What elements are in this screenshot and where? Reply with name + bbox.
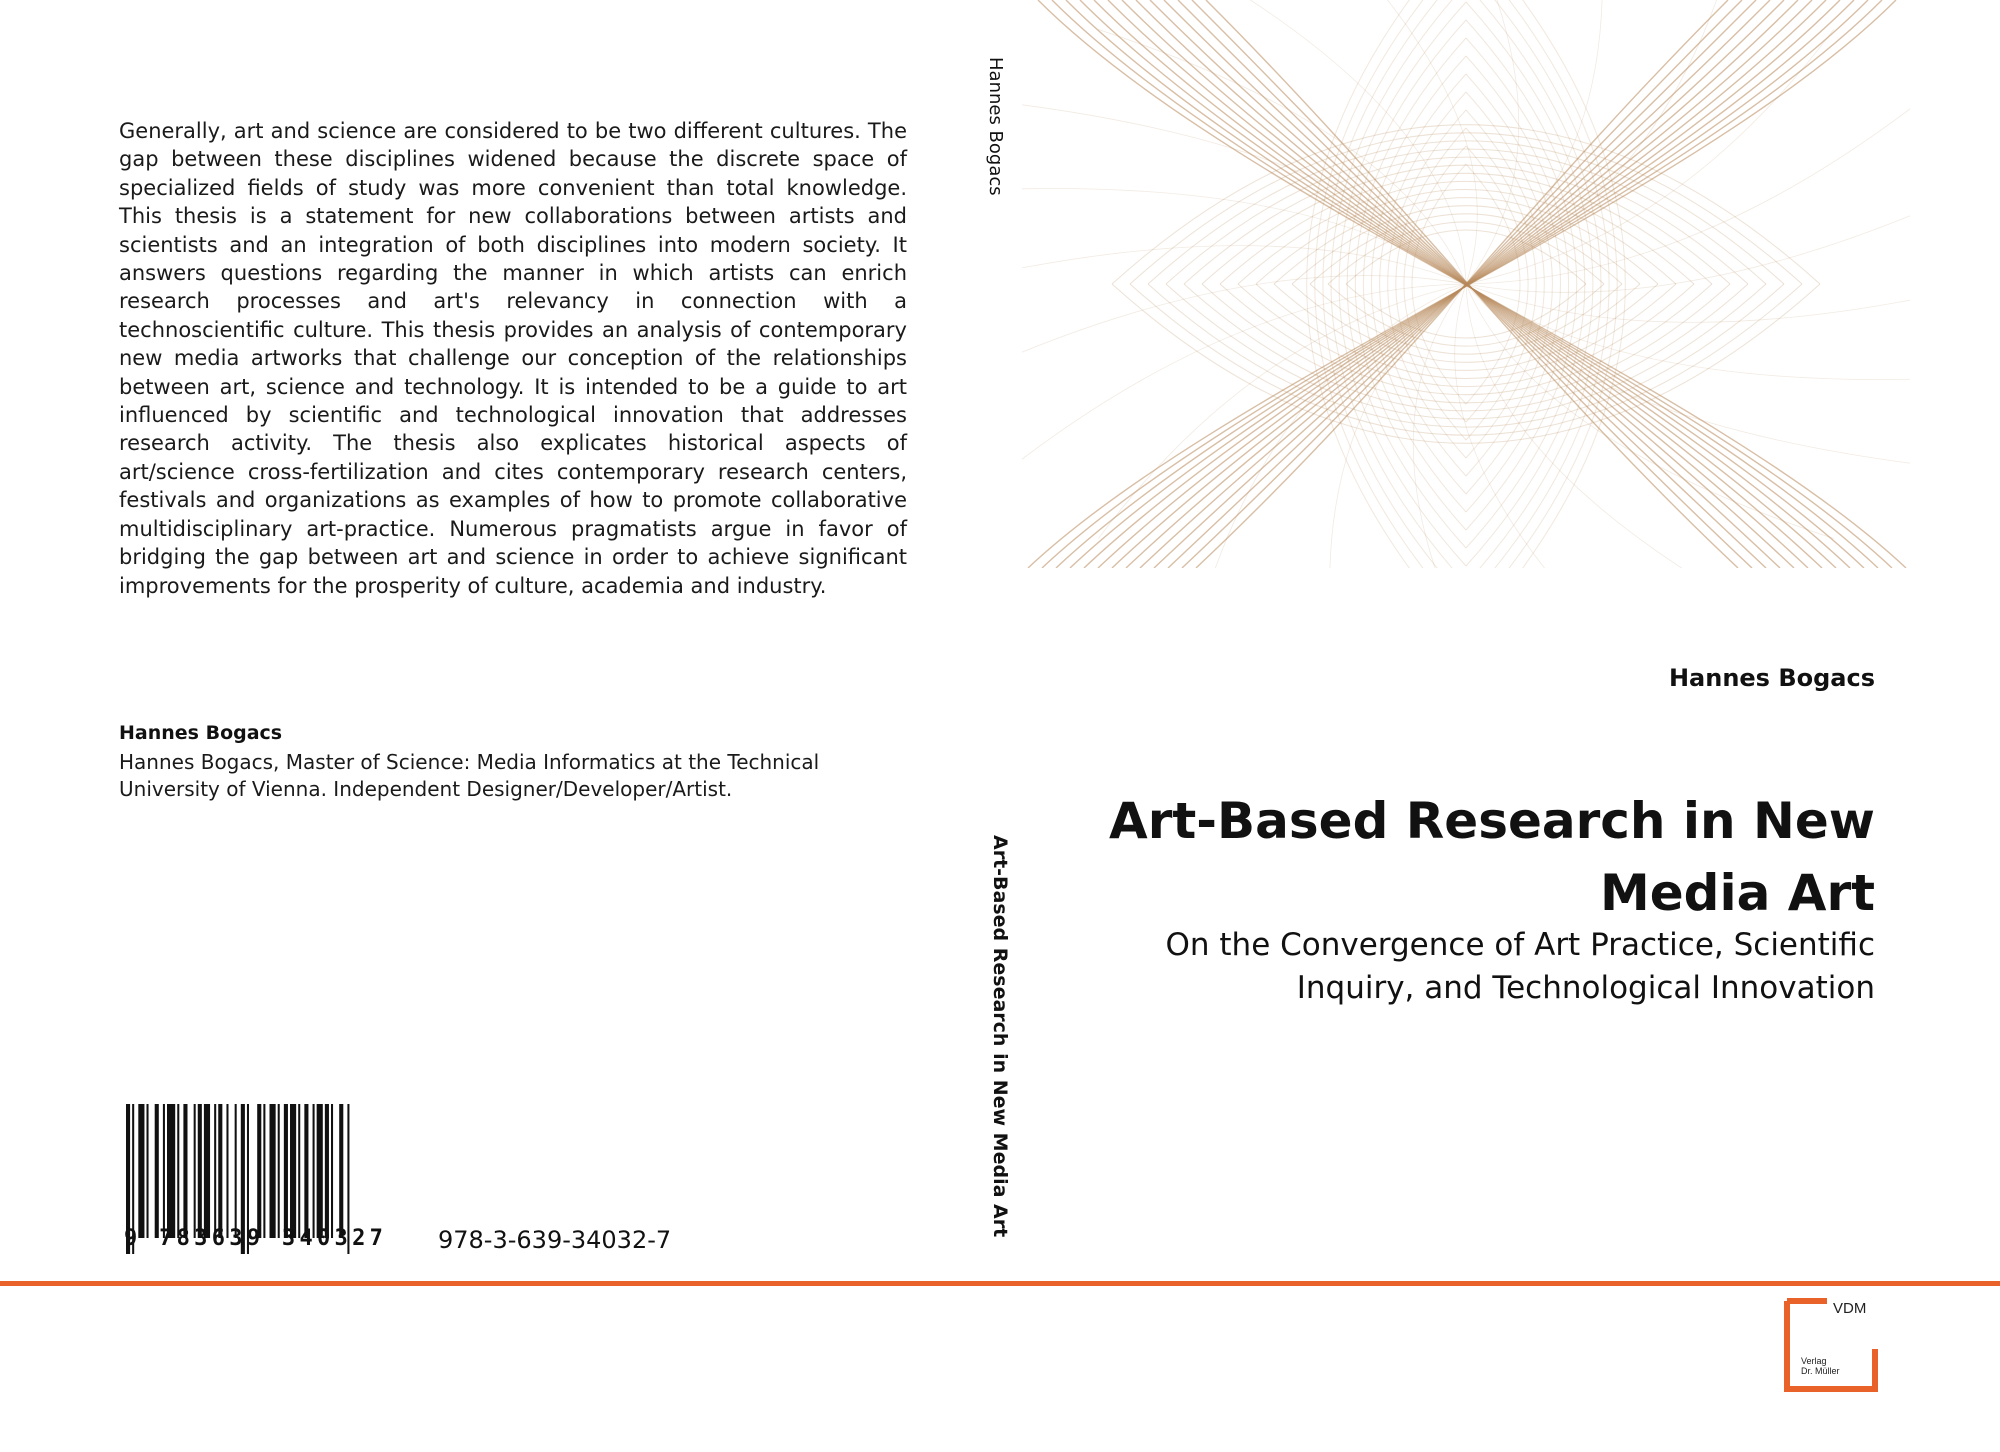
author-bio-name: Hannes Bogacs — [119, 722, 283, 744]
barcode-bar — [138, 1104, 144, 1238]
artwork-stroke — [1166, 284, 1766, 419]
artwork-stroke — [1130, 284, 1802, 435]
cover-artwork-image — [1022, 0, 1910, 568]
publisher-logo — [1783, 1297, 1879, 1393]
spine-author: Hannes Bogacs — [985, 57, 1006, 196]
barcode-bar — [263, 1104, 265, 1238]
barcode-bar — [226, 1104, 228, 1238]
book-title-line-1: Art-Based Research in New — [1109, 792, 1875, 850]
front-author: Hannes Bogacs — [1668, 664, 1875, 692]
publisher-name: VDM — [1833, 1300, 1867, 1317]
book-title — [975, 785, 1875, 929]
artwork-stroke — [1466, 74, 1561, 494]
artwork-stroke — [1323, 0, 1466, 568]
artwork-stroke — [1202, 284, 1730, 403]
barcode-bar — [257, 1104, 261, 1238]
barcode-bar — [147, 1104, 149, 1238]
barcode-bar — [313, 1104, 315, 1238]
artwork-stroke — [1466, 191, 1910, 293]
artwork-stroke — [1339, 2, 1466, 566]
barcode-bar — [304, 1104, 308, 1238]
orange-divider-rule — [0, 1281, 2000, 1286]
barcode-bar — [194, 1104, 196, 1238]
artwork-stroke — [1363, 56, 1466, 512]
artwork-stroke — [1238, 284, 1694, 387]
artwork-stroke — [1292, 284, 1640, 362]
artwork-stroke — [1372, 74, 1467, 494]
barcode-bar — [204, 1104, 210, 1238]
barcode-bar — [155, 1104, 159, 1238]
artwork-stroke — [1331, 0, 1477, 284]
book-subtitle-line-2: Inquiry, and Technological Innovation — [1296, 970, 1875, 1006]
barcode-bar — [325, 1104, 329, 1238]
book-subtitle-line-1: On the Convergence of Art Practice, Scientific — [1165, 927, 1875, 963]
barcode-bar — [167, 1104, 175, 1238]
barcode-bar — [270, 1104, 276, 1238]
artwork-stroke — [1466, 20, 1585, 548]
artwork-stroke — [1166, 149, 1766, 284]
artwork-stroke — [1466, 0, 1609, 568]
artwork-stroke — [1238, 181, 1694, 284]
barcode-bar — [177, 1104, 179, 1238]
barcode-bar — [183, 1104, 187, 1238]
publisher-imprint-line-1: Verlag — [1801, 1356, 1827, 1366]
artwork-stroke — [1148, 141, 1784, 284]
barcode-bar — [290, 1104, 296, 1238]
artwork-stroke — [1256, 284, 1676, 379]
isbn-number: 978-3-639-34032-7 — [438, 1226, 672, 1254]
barcode-bar — [278, 1104, 280, 1238]
barcode-bar — [214, 1104, 216, 1238]
barcode-bar — [339, 1104, 343, 1238]
publisher-imprint-line-2: Dr. Müller — [1801, 1366, 1840, 1376]
artwork-stroke — [1022, 284, 1466, 464]
publisher-imprint — [1801, 1356, 1840, 1376]
artwork-stroke — [1466, 104, 1910, 284]
artwork-stroke — [1466, 56, 1569, 512]
artwork-stroke — [1310, 284, 1622, 354]
spine-title: Art-Based Research in New Media Art — [989, 835, 1011, 1238]
barcode-bar — [284, 1104, 288, 1238]
barcode-bar — [198, 1104, 202, 1238]
artwork-stroke — [1466, 2, 1593, 566]
artwork-stroke — [1256, 190, 1676, 285]
artwork-stroke — [1202, 165, 1730, 284]
barcode-bar — [235, 1104, 237, 1238]
back-cover-blurb: Generally, art and science are considered to be two different cultures. The gap between these disciplines widened because the discrete space of specialized fields of study was more convenient than total knowledge. This thesis is a statement for new collaborations between artists and scientists and an integration of both disciplines into modern society. It answers questions regarding the manner in which artists can enrich research processes and art's relevancy in connection with a technoscientific culture. This thesis provides an analysis of contemporary new media artworks that challenge our conception of the relationships between art, science and technology. It is intended to be a guide to art influenced by scientific and technological innovation that addresses research activity. The thesis also explicates historical aspects of art/science cross-fertilization and cites contemporary research centers, festivals and organizations as examples of how to promote collaborative multidisciplinary art-practice. Numerous pragmatists argue in favor of bridging the gap between art and science in order to achieve significant improvements for the prosperity of culture, academia and industry. — [119, 119, 907, 598]
artwork-stroke — [1347, 20, 1466, 548]
author-bio-text: Hannes Bogacs, Master of Science: Media Informatics at the Technical University of Vienna. Independent Designer/Developer/Artist. — [119, 750, 820, 801]
barcode-bar — [163, 1104, 165, 1238]
artwork-stroke — [1148, 284, 1784, 427]
artwork-stroke — [1184, 284, 1748, 411]
barcode-bar — [218, 1104, 222, 1238]
barcode-bar — [331, 1104, 333, 1238]
barcode-digits: 9 783639 340327 — [124, 1226, 388, 1251]
artwork-stroke — [1184, 157, 1748, 284]
artwork-stroke — [1331, 0, 1466, 568]
artwork-stroke — [1130, 133, 1802, 284]
book-title-line-2: Media Art — [1600, 864, 1875, 922]
artwork-stroke — [1466, 0, 1601, 568]
barcode-bar — [298, 1104, 300, 1238]
book-subtitle — [975, 924, 1875, 1010]
barcode-bar — [317, 1104, 323, 1238]
